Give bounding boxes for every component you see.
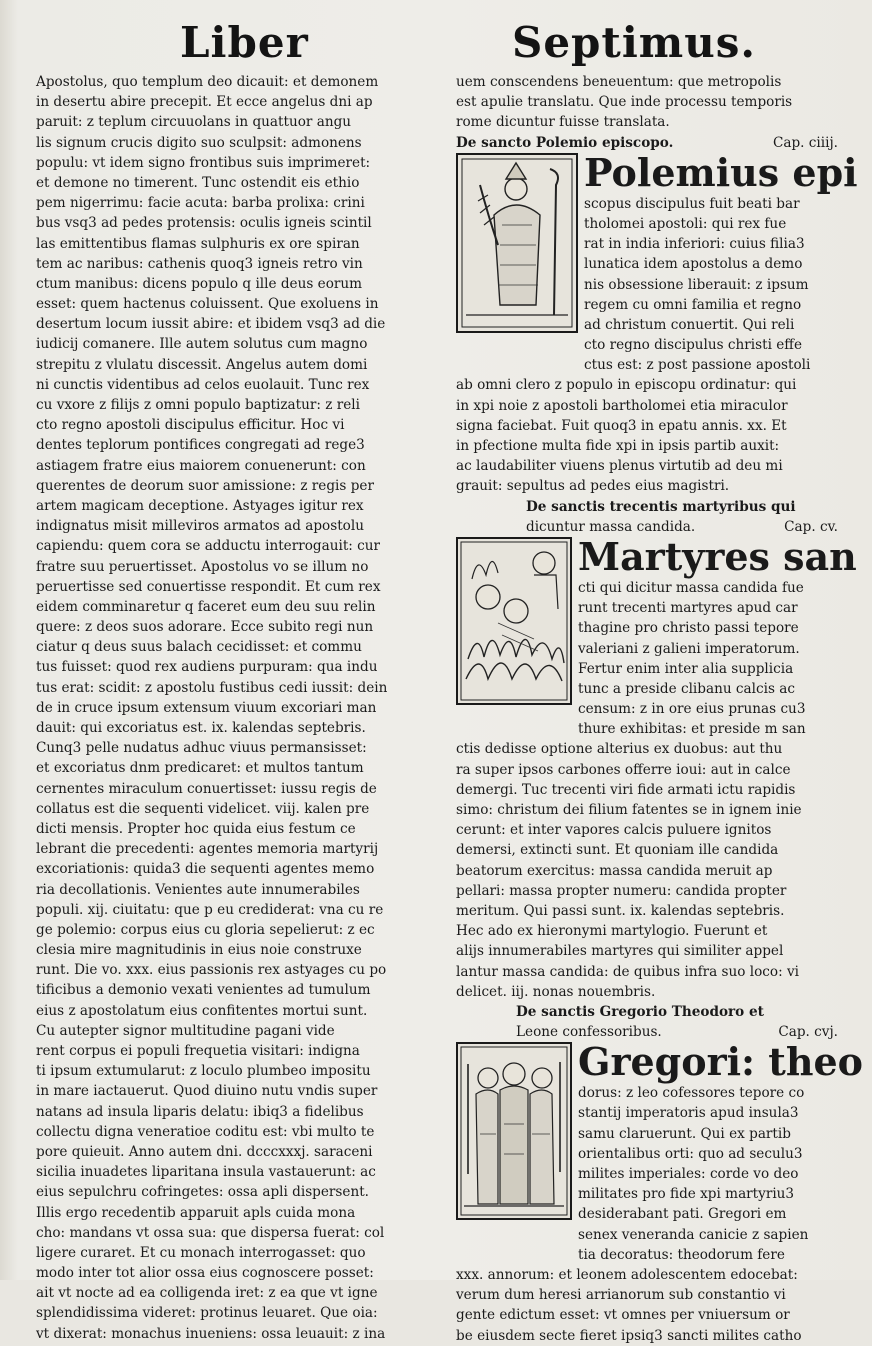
chapter-number: Cap. ciiij. [772,134,838,151]
text-line: Fertur enim inter alia supplicia [578,660,794,677]
text-line: desiderabant pati. Gregori em [578,1206,787,1223]
text-line: dicti mensis. Propter hoc quida eius festum ce [36,820,356,837]
text-line: tus erat: scidit: z apostolu fustibus cedi iussit: dein [36,679,388,696]
text-line: beatorum exercitus: massa candida meruit ap [456,862,773,879]
text-line: Hec ado ex hieronymi martylogio. Fuerunt et [456,923,768,940]
text-line: cerunt: et inter vapores calcis puluere ignitos [456,822,772,839]
right-text-column [456,72,863,1346]
text-line: strepitu z vlulatu discessit. Angelus autem domi [36,356,368,373]
text-line: thure exhibitas: et preside m san [578,721,806,738]
text-line: populi. xij. ciuitatu: que p eu crediderat: vna cu re [36,901,384,918]
text-line: runt trecenti martyres apud car [578,600,798,617]
text-line: dentes teplorum pontifices congregati ad rege3 [36,437,365,454]
text-line: cernentes miraculum conuertisset: iussu regis de [36,780,377,797]
text-line: pore quieuit. Anno autem dni. dcccxxxj. saraceni [36,1143,373,1160]
text-line: Cu autepter signor multitudine pagani vide [36,1022,335,1039]
text-line: eidem comminaretur q faceret eum deu suu relin [36,598,376,615]
text-line: ctum manibus: dicens populo q ille deus eorum [36,275,363,292]
text-line: samu claruerunt. Qui ex partib [578,1125,791,1142]
woodcut-side-text [584,194,838,376]
text-line: xxx. annorum: et leonem adolescentem edocebat: [456,1266,798,1283]
three-saints-icon [458,1044,570,1218]
bishop-figure-icon [458,155,576,331]
running-head-liber: Liber [180,18,309,67]
text-line: peruertisse sed conuertisse respondit. Et cum rex [36,578,381,595]
text-line: ac laudabiliter viuens plenus virtutib ad deu mi [456,458,783,475]
entry-body-text [456,375,838,496]
text-line: thagine pro christo passi tepore [578,620,799,637]
text-line: ctis dedisse optione alterius ex duobus: aut thu [456,741,783,758]
entry-gregorio [456,1039,863,1265]
text-line: milites imperiales: corde vo deo [578,1166,799,1182]
text-line: eius sepulchru cofringetes: ossa apli dispersent. [36,1184,369,1201]
text-line: ligere curaret. Et cu monach interrogasset: quo [36,1244,366,1261]
text-line: tia decoratus: theodorum fere [578,1246,785,1263]
chapter-number: Cap. cv. [784,518,838,535]
initial-title-gregorius: Gregori: theo [578,1039,863,1085]
text-line: lantur massa candida: de quibus infra suo loco: vi [456,963,800,980]
text-line: stantij imperatoris apud insula3 [578,1105,799,1122]
text-line: ctus est: z post passione apostoli [584,357,811,374]
text-line: rat in india inferiori: cuius filia3 [584,236,805,253]
text-line: modo inter tot alior ossa eius cognoscere posset: [36,1265,374,1282]
saints-woodcut-illustration [456,1042,572,1220]
left-text-column [36,72,426,1344]
text-line: quere: z deos suos adorare. Ecce subito regi nun [36,619,374,636]
text-line: ria decollationis. Venientes aute innumerabiles [36,881,360,898]
text-line: dauit: qui excoriatus est. ix. kalendas septebris. [36,720,366,736]
entry-body-text [456,739,838,1001]
entry-body-text [456,1265,838,1346]
text-line: regem cu omni familia et regno [584,296,802,313]
text-line: astiagem fratre eius maiorem conuenerunt: con [36,457,366,474]
text-line: tus fuisset: quod rex audiens purpuram: qua indu [36,659,378,676]
text-line: simo: christum dei filium fatentes se in ignem inie [456,802,802,818]
text-line: rent corpus ei populi frequetia visitari: indigna [36,1043,360,1059]
text-line: querentes de deorum suor amissione: z regis per [36,477,374,494]
text-line: militates pro fide xpi martyriu3 [578,1186,795,1203]
text-line: splendidissima videret: protinus leuaret. Que oia: [36,1305,378,1322]
text-line: rome dicuntur fuisse translata. [456,114,670,131]
text-line: signa faciebat. Fuit quoq3 in epatu annis. xx. Et [456,417,787,434]
text-line: lis signum crucis digito suo sculpsit: admonens [36,134,362,151]
text-line: ciatur q deus suus balach cecidisset: et commu [36,639,362,656]
text-line: censum: z in ore eius prunas cu3 [578,701,806,718]
right-column-opening-lines [456,72,838,133]
text-line: demersi, extincti sunt. Et quoniam ille candida [456,842,779,859]
chapter-number: Cap. cvj. [778,1024,838,1041]
text-line: eius z apostolatum eius confitentes mortui sunt. [36,1002,368,1019]
text-line: lunatica idem apostolus a demo [584,256,803,273]
text-line: cho: mandans vt ossa sua: que dispersa fuerat: col [36,1224,385,1241]
text-line: sicilia inuadetes liparitana insula vastauerunt: ac [36,1164,376,1181]
text-line: uem conscendens beneuentum: que metropolis [456,74,782,90]
text-line: populu: vt idem signo frontibus suis imprimeret: [36,154,371,171]
text-line: collatus est die sequenti videlicet. viij. kalen pre [36,800,370,817]
text-line: ra super ipsos carbones offerre ioui: aut in calce [456,761,791,778]
text-line: tunc a preside clibanu calcis ac [578,680,795,697]
text-line: Illis ergo recedentib apparuit apls cuida mona [36,1204,356,1221]
text-line: cu vxore z filijs z omni populo baptizatur: z reli [36,397,360,413]
text-line: est apulie translatu. Que inde processu temporis [456,94,793,111]
entry-polemio [456,149,858,376]
text-line: et excoriatus dnm predicaret: et multos tantum [36,760,364,777]
text-line: pellari: massa propter numeru: candida propter [456,882,787,899]
running-head-septimus: Septimus. [512,18,757,67]
text-line: paruit: z teplum circuuolans in quattuor angu [36,114,352,131]
text-line: capiendu: quem cora se adductu interrogauit: cur [36,538,381,555]
text-line: cto regno apostoli discipulus efficitur. Hoc vi [36,417,345,434]
text-line: ti ipsum extumularut: z loculo plumbeo impositu [36,1063,371,1080]
text-line: ait vt nocte ad ea colligenda iret: z ea que vt igne [36,1285,378,1302]
text-line: pem nigerrimu: facie acuta: barba prolixa: crini [36,195,365,212]
text-line: de in cruce ipsum extensum viuum excoriari man [36,699,377,716]
text-line: cti qui dicitur massa candida fue [578,579,804,596]
text-line: verum dum heresi arrianorum sub constantio vi [456,1287,786,1304]
text-line: bus vsq3 ad pedes protensis: oculis igneis scintil [36,215,372,232]
text-line: be eiusdem secte fieret ipsiq3 sancti milites catho [456,1327,802,1344]
text-line: las emittentibus flamas sulphuris ex ore spiran [36,235,360,252]
chapter-title-continued: dicuntur massa candida. [526,518,696,535]
text-line: natans ad insula liparis delatu: ibiq3 a fidelibus [36,1103,364,1120]
text-line: iudicij comanere. Ille autem solutus cum magno [36,336,368,353]
text-line: senex veneranda canicie z sapien [578,1226,809,1243]
chapter-heading-gregorio [456,1002,838,1022]
text-line: delicet. iij. nonas nouembris. [456,983,656,1000]
text-line: fratre suu peruertisset. Apostolus vo se illum no [36,558,369,575]
initial-title-martyres: Martyres san [578,533,857,579]
text-line: et demone no timerent. Tunc ostendit eis ethio [36,174,360,191]
bishop-woodcut-illustration [456,153,578,333]
text-line: ni cunctis videntibus ad celos euolauit. Tunc rex [36,376,370,393]
woodcut-side-text [578,1083,838,1265]
text-line: valeriani z galieni imperatorum. [578,640,800,657]
text-line: nis obsessione liberauit: z ipsum [584,276,809,293]
text-line: desertum locum iussit abire: et ibidem vsq3 ad die [36,316,386,333]
chapter-title: De sancto Polemio episcopo. [456,134,674,151]
initial-title-polemius: Polemius epi [584,149,858,195]
text-line: orientalibus orti: quo ad seculu3 [578,1145,803,1162]
text-line: meritum. Qui passi sunt. ix. kalendas septebris. [456,902,785,919]
chapter-title: De sanctis trecentis martyribus qui [526,498,796,515]
text-line: indignatus misit milleviros armatos ad apostolu [36,518,364,535]
text-line: grauit: sepultus ad pedes eius magistri. [456,478,730,495]
text-line: in xpi noie z apostoli bartholomei etia miraculor [456,397,788,414]
text-line: alijs innumerabiles martyres qui similiter appel [456,943,784,960]
entry-martyrs [456,533,857,740]
chapter-heading-martyrs [456,497,838,517]
text-line: runt. Die vo. xxx. eius passionis rex astyages cu po [36,962,387,979]
text-line: ad christum conuertit. Qui reli [584,316,795,333]
text-line: in mare iactauerut. Quod diuino nutu vndis super [36,1083,378,1100]
chapter-title-continued: Leone confessoribus. [516,1024,662,1041]
text-line: gente edictum esset: vt omnes per vniuersum or [456,1307,790,1324]
text-line: tificibus a demonio vexati venientes ad tumulum [36,982,371,999]
text-line: Cunq3 pelle nudatus adhuc viuus permansisset: [36,740,367,757]
text-line: lebrant die precedenti: agentes memoria martyrij [36,841,379,858]
text-line: ab omni clero z populo in episcopu ordinatur: qui [456,377,797,394]
woodcut-side-text [578,578,838,740]
text-line: in desertu abire precepit. Et ecce angelus dni ap [36,94,373,111]
text-line: dorus: z leo cofessores tepore co [578,1085,805,1102]
text-line: vt dixerat: monachus inueniens: ossa leuauit: z ina [36,1325,386,1342]
text-line: collectu digna veneratioe coditu est: vbi multo te [36,1123,375,1140]
text-line: scopus discipulus fuit beati bar [584,195,800,212]
text-line: artem magicam deceptione. Astyages igitur rex [36,497,364,514]
martyrs-woodcut-illustration [456,537,572,705]
text-line: clesia mire magnitudinis in eius noie construxe [36,942,362,959]
text-line: tem ac naribus: cathenis quoq3 igneis retro vin [36,255,363,272]
text-line: demergi. Tuc trecenti viri fide armati ictu rapidis [456,781,796,798]
text-line: in pfectione multa fide xpi in ipsis partib auxit: [456,438,780,454]
chapter-title: De sanctis Gregorio Theodoro et [516,1003,764,1020]
text-line: esset: quem hactenus coluissent. Que exoluens in [36,296,379,313]
text-line: cto regno discipulus christi effe [584,337,802,354]
text-line: tholomei apostoli: qui rex fue [584,215,787,232]
martyrs-in-fire-icon [458,539,570,703]
text-line: Apostolus, quo templum deo dicauit: et demonem [36,74,379,90]
text-line: excoriationis: quida3 die sequenti agentes memo [36,861,375,878]
text-line: ge polemio: corpus eius cu gloria sepelierut: z ec [36,921,375,938]
